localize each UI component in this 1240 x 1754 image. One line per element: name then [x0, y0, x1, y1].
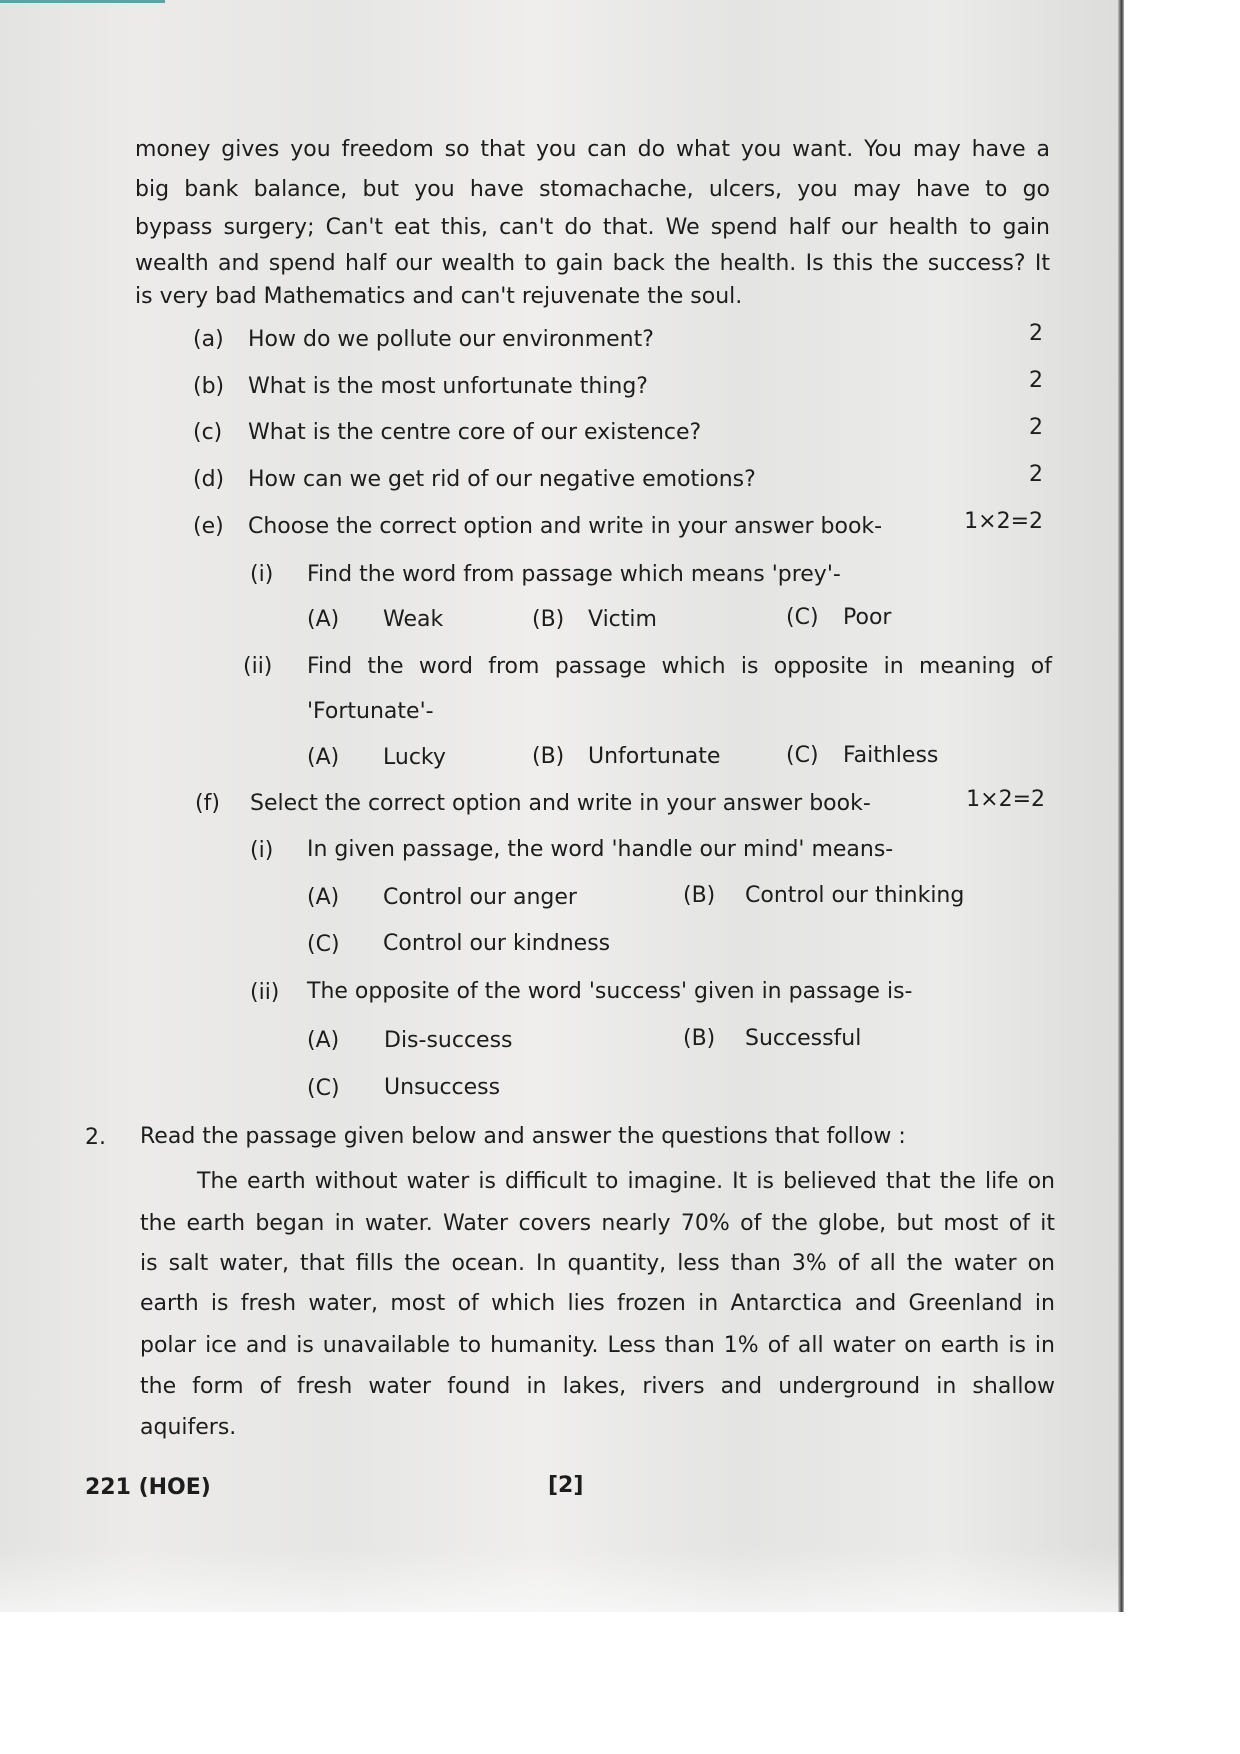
passage-line: the earth began in water. Water covers nearly 70% of the globe, but most of it: [140, 1211, 1055, 1236]
option-text: Dis-success: [384, 1028, 513, 1053]
passage-line: polar ice and is unavailable to humanity. Less than 1% of all water on earth is in: [140, 1333, 1055, 1358]
option-label: (A): [307, 607, 340, 632]
sub-question-text: What is the centre core of our existence?: [248, 420, 702, 445]
option-label: (B): [532, 744, 565, 769]
passage-line: bypass surgery; Can't eat this, can't do that. We spend half our health to gain: [135, 215, 1050, 240]
sub-question-text: Select the correct option and write in your answer book-: [250, 791, 871, 816]
scan-artifact-line: [0, 0, 165, 3]
marks: 2: [1029, 415, 1043, 440]
sub-question-text: How do we pollute our environment?: [248, 327, 654, 352]
question-number: 2.: [85, 1125, 106, 1150]
mcq-label: (ii): [243, 654, 273, 679]
mcq-label: (i): [250, 562, 274, 587]
option-label: (C): [786, 743, 819, 768]
marks: 1×2=2: [964, 509, 1043, 534]
passage-line: is salt water, that fills the ocean. In quantity, less than 3% of all the water on: [140, 1251, 1055, 1276]
sub-question-label: (d): [193, 467, 225, 492]
sub-question-label: (b): [193, 374, 225, 399]
option-text: Successful: [745, 1026, 862, 1051]
page-edge-shadow: [1118, 0, 1124, 1612]
sub-question-label: (f): [195, 791, 220, 816]
option-text: Control our kindness: [383, 931, 611, 956]
option-label: (C): [307, 1076, 340, 1101]
sub-question-text: Choose the correct option and write in your answer book-: [248, 514, 883, 539]
mcq-text: Find the word from passage which is opposite in meaning of: [307, 654, 1052, 679]
passage-line: is very bad Mathematics and can't rejuvenate the soul.: [135, 284, 743, 309]
marks: 1×2=2: [966, 787, 1045, 812]
option-label: (B): [532, 607, 565, 632]
marks: 2: [1029, 368, 1043, 393]
mcq-label: (i): [250, 838, 274, 863]
option-text: Weak: [383, 607, 444, 632]
passage-line: big bank balance, but you have stomachache, ulcers, you may have to go: [135, 177, 1050, 202]
paper-code: 221 (HOE): [85, 1475, 211, 1500]
option-text: Unsuccess: [384, 1075, 501, 1100]
sub-question-text: How can we get rid of our negative emotions?: [248, 467, 756, 492]
option-label: (A): [307, 1028, 340, 1053]
mcq-text: The opposite of the word 'success' given in passage is-: [307, 979, 913, 1004]
option-text: Faithless: [843, 743, 939, 768]
sub-question-label: (a): [193, 327, 224, 352]
marks: 2: [1029, 321, 1043, 346]
sub-question-text: What is the most unfortunate thing?: [248, 374, 648, 399]
passage-line: wealth and spend half our wealth to gain back the health. Is this the success? It: [135, 251, 1050, 276]
option-text: Poor: [843, 605, 892, 630]
option-text: Lucky: [383, 745, 446, 770]
option-text: Control our anger: [383, 885, 577, 910]
option-label: (B): [683, 883, 716, 908]
option-label: (C): [786, 605, 819, 630]
option-label: (A): [307, 745, 340, 770]
option-label: (B): [683, 1026, 716, 1051]
page-number: [2]: [548, 1473, 584, 1498]
mcq-text: In given passage, the word 'handle our mind' means-: [307, 837, 894, 862]
mcq-text: Find the word from passage which means 'prey'-: [307, 562, 841, 587]
passage-line: earth is fresh water, most of which lies frozen in Antarctica and Greenland in: [140, 1291, 1055, 1316]
sub-question-label: (e): [193, 514, 224, 539]
option-label: (A): [307, 885, 340, 910]
marks: 2: [1029, 462, 1043, 487]
passage-line: money gives you freedom so that you can do what you want. You may have a: [135, 137, 1050, 162]
mcq-label: (ii): [250, 980, 280, 1005]
sub-question-label: (c): [193, 420, 223, 445]
mcq-text: 'Fortunate'-: [307, 699, 434, 724]
question-instruction: Read the passage given below and answer the questions that follow :: [140, 1124, 906, 1149]
option-text: Control our thinking: [745, 883, 965, 908]
option-label: (C): [307, 932, 340, 957]
passage-line: aquifers.: [140, 1415, 237, 1440]
option-text: Unfortunate: [588, 744, 721, 769]
option-text: Victim: [588, 607, 657, 632]
passage-line: The earth without water is difficult to imagine. It is believed that the life on: [197, 1169, 1055, 1194]
passage-line: the form of fresh water found in lakes, rivers and underground in shallow: [140, 1374, 1055, 1399]
